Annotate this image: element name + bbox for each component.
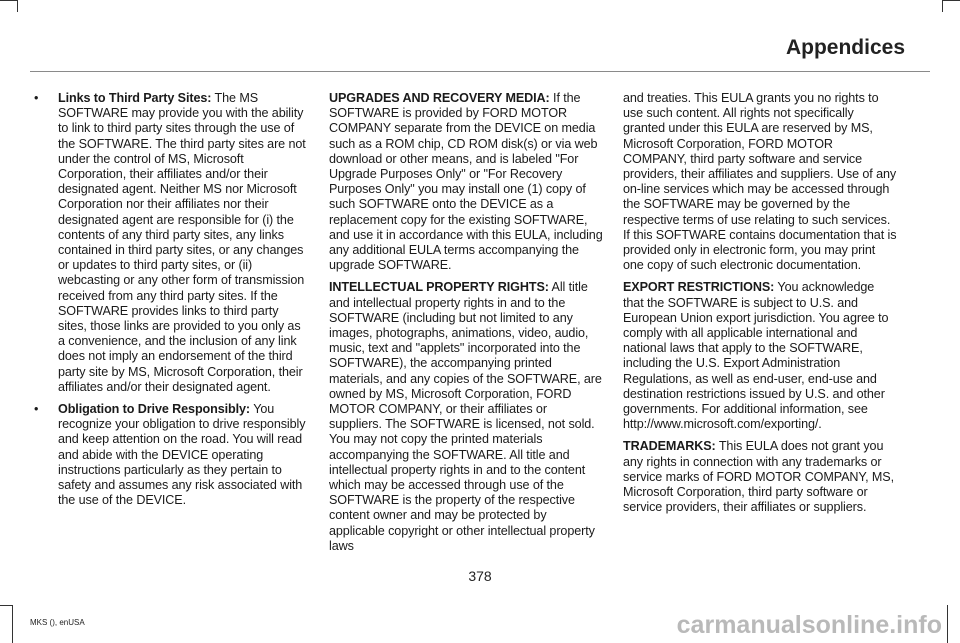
section-continuation: and treaties. This EULA grants you no rights to use such content. All rights not specifically granted under this EULA are reserved by MS, Microsoft Corporation, FORD MOTOR COMPANY, third party software and service providers, their affiliates and suppliers. Use of any on-line services which may be accessed through the SOFTWARE may be governed by the respective terms of use relating to such services. If this SOFTWARE contains documentation that is provided only in electronic form, you may print one copy of such electronic documentation. [623, 91, 897, 273]
section-heading: EXPORT RESTRICTIONS: [623, 280, 775, 295]
list-item-heading: Obligation to Drive Responsibly: [58, 402, 251, 417]
crop-mark [0, 605, 13, 606]
list-item-heading: Links to Third Party Sites: [58, 91, 212, 105]
page-number: 378 [468, 568, 492, 584]
section-heading: UPGRADES AND RECOVERY MEDIA: [329, 91, 550, 105]
footer-label: MKS (), enUSA [30, 618, 85, 627]
section-body: This EULA does not grant you any rights in connection with any trademarks or service marks of FORD MOTOR COMPANY, MS, Microsoft Corporation, third party software or service providers, their affiliates or suppliers. [623, 439, 894, 515]
crop-mark [0, 0, 18, 1]
section-export-restrictions [623, 280, 898, 432]
crop-mark [947, 605, 948, 643]
section-body: All title and intellectual property rights in and to the SOFTWARE (including but not limited to any images, photographs, animations, video, audio, music, text and "applets" incorporated into the SOFTWARE), the accompanying printed materials, and any copies of the SOFTWARE, are owned by MS, Microsoft Corporation, FORD MOTOR COMPANY, or their affiliates or suppliers. The SOFTWARE is licensed, not sold. You may not copy the printed materials accompanying the SOFTWARE. All title and intellectual property rights in and to the content which may be accessed through use of the SOFTWARE is the property of the respective content owner and may be protected by applicable copyright or other intellectual property laws [329, 280, 602, 553]
section-heading: TRADEMARKS: [623, 439, 716, 454]
list-item-text [58, 91, 308, 395]
crop-mark [942, 0, 960, 1]
section-trademarks [623, 439, 898, 515]
bullet-icon: • [34, 91, 39, 105]
crop-mark [942, 0, 943, 12]
crop-mark [12, 605, 13, 643]
crop-mark [17, 0, 18, 12]
list-item-body: The MS SOFTWARE may provide you with the ability to link to third party sites through the use of the SOFTWARE. The third party sites are not under the control of MS, Microsoft Corporation, their affiliates and/or their designated agent. Neither MS nor Microsoft Corporation nor their affiliates nor their designated agent are responsible for (i) the contents of any third party sites, any links contained in third party sites, or any changes or updates to third party sites, or (ii) webcasting or any other form of transmission received from any third party sites. If the SOFTWARE provides links to third party sites, those links are provided to you only as a convenience, and the inclusion of any link does not imply an endorsement of the third party site by MS, Microsoft Corporation, their affiliates and/or their designated agent. [58, 91, 306, 394]
list-item [34, 91, 308, 395]
watermark: carmanualsonline.info [676, 611, 942, 639]
section-body: You acknowledge that the SOFTWARE is subject to U.S. and European Union export jurisdiction. You agree to comply with all applicable international and national laws that apply to the SOFTWARE, including the U.S. Export Administration Regulations, as well as end-user, end-use and destination restrictions issued by U.S. and other governments. For additional information, see http://www.microsoft.com/exporting/. [623, 280, 889, 432]
page-title: Appendices [785, 36, 905, 59]
column-1 [34, 91, 308, 515]
section-upgrades [329, 91, 603, 273]
list-item-body: You recognize your obligation to drive responsibly and keep attention on the road. You will read and abide with the DEVICE operating instructions particularly as they pertain to safety and assumes any risk associated with the use of the DEVICE. [58, 402, 306, 508]
list-item [34, 402, 308, 508]
section-intellectual-property [329, 280, 603, 554]
section-heading: INTELLECTUAL PROPERTY RIGHTS: [329, 280, 549, 295]
column-2 [329, 91, 603, 561]
section-body: If the SOFTWARE is provided by FORD MOTOR COMPANY separate from the DEVICE on media such as a ROM chip, CD ROM disk(s) or via web download or other means, and is labeled "For Upgrade Purposes Only" or "For Recovery Purposes Only" you may install one (1) copy of such SOFTWARE onto the DEVICE as a replacement copy for the existing SOFTWARE, and use it in accordance with this EULA, including any additional EULA terms accompanying the upgrade SOFTWARE. [329, 91, 603, 273]
header-divider [30, 71, 930, 72]
bullet-icon: • [34, 402, 39, 417]
list-item-text [58, 402, 308, 508]
column-3 [623, 91, 898, 522]
